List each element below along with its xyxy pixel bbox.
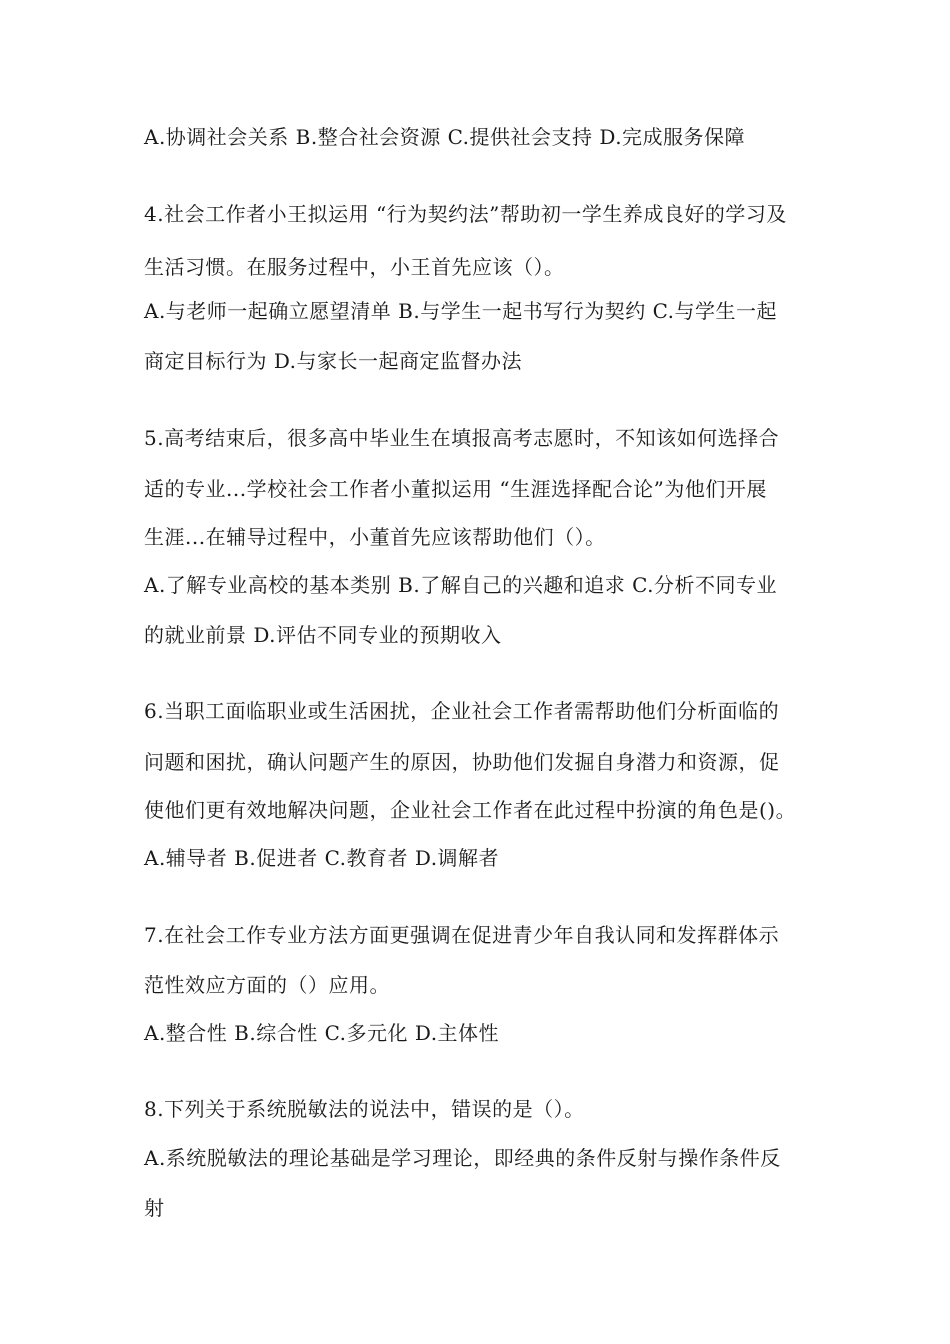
- q6-stem-line-1: 6.当职工面临职业或生活困扰，企业社会工作者需帮助他们分析面临的: [144, 699, 780, 723]
- q5-options-line-2: 的就业前景 D.评估不同专业的预期收入: [144, 623, 502, 647]
- q5-stem-line-3: 生涯...在辅导过程中，小董首先应该帮助他们（）。: [144, 525, 606, 549]
- q3-options: A.协调社会关系 B.整合社会资源 C.提供社会支持 D.完成服务保障: [144, 125, 746, 149]
- q6-options: A.辅导者 B.促进者 C.教育者 D.调解者: [144, 846, 500, 870]
- q7-stem-line-1: 7.在社会工作专业方法方面更强调在促进青少年自我认同和发挥群体示: [144, 923, 780, 947]
- q5-stem-line-2: 适的专业...学校社会工作者小董拟运用 “生涯选择配合论”为他们开展: [144, 477, 767, 501]
- q4-stem-line-2: 生活习惯。在服务过程中，小王首先应该（）。: [144, 255, 565, 279]
- q6-stem-line-2: 问题和困扰，确认问题产生的原因，协助他们发掘自身潜力和资源，促: [144, 750, 780, 774]
- q8-option-a-line-2: 射: [144, 1196, 165, 1220]
- q8-stem-line-1: 8.下列关于系统脱敏法的说法中，错误的是（）。: [144, 1097, 585, 1121]
- q8-option-a-line-1: A.系统脱敏法的理论基础是学习理论，即经典的条件反射与操作条件反: [144, 1146, 781, 1170]
- q4-options-line-1: A.与老师一起确立愿望清单 B.与学生一起书写行为契约 C.与学生一起: [144, 299, 778, 323]
- q5-stem-line-1: 5.高考结束后，很多高中毕业生在填报高考志愿时，不知该如何选择合: [144, 426, 780, 450]
- q7-options: A.整合性 B.综合性 C.多元化 D.主体性: [144, 1021, 500, 1045]
- q7-stem-line-2: 范性效应方面的（）应用。: [144, 973, 390, 997]
- q4-options-line-2: 商定目标行为 D.与家长一起商定监督办法: [144, 349, 523, 373]
- q5-options-line-1: A.了解专业高校的基本类别 B.了解自己的兴趣和追求 C.分析不同专业: [144, 573, 778, 597]
- q6-stem-line-3: 使他们更有效地解决问题，企业社会工作者在此过程中扮演的角色是()。: [144, 798, 797, 822]
- q4-stem-line-1: 4.社会工作者小王拟运用 “行为契约法”帮助初一学生养成良好的学习及: [144, 202, 787, 226]
